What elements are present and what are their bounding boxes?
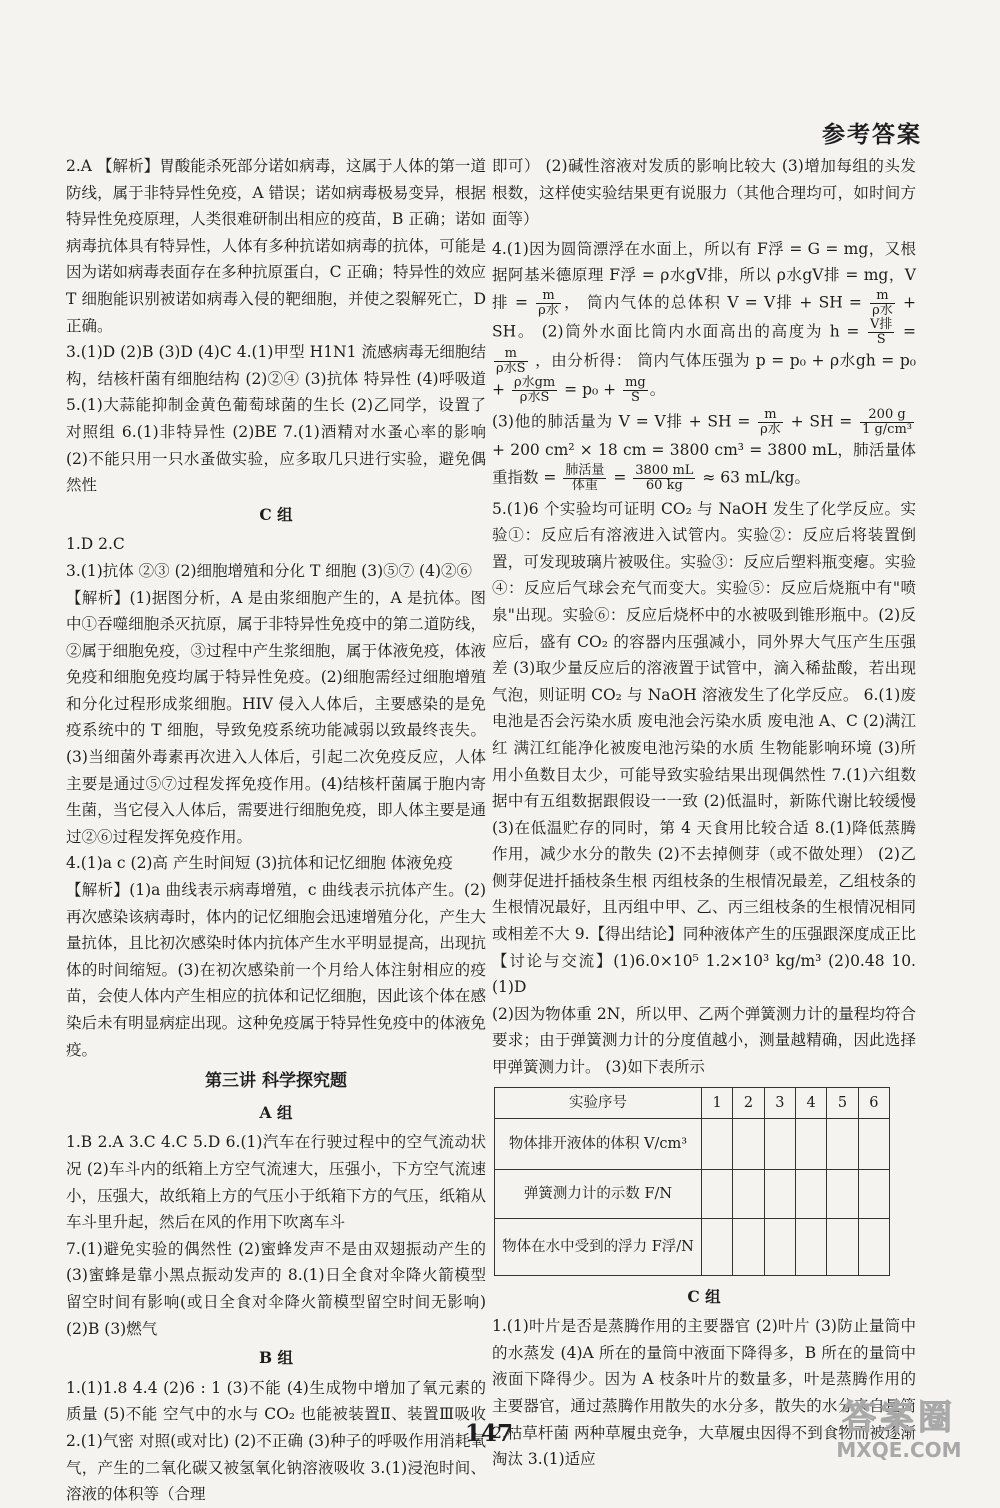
formula-text-b: 筒内气体的总体积 V = V排 + SH = [587,293,862,312]
table-cell [795,1118,826,1169]
table-cell [858,1118,889,1169]
table-cell [827,1218,858,1275]
right-paragraph-5: 1.(1)叶片是否是蒸腾作用的主要器官 (2)叶片 (3)防止量筒中的水蒸发 (4)A 所在的量筒中液面下降得多，B 所在的量筒中液面下降得少。因为 A 枝条叶片的数量多，叶是蒸腾作用的主要器官，通过蒸腾作用散失的水分多，散失的水分来自量筒 2.枯草杆菌 两种草履虫竞争，大草履虫因得不到食物而被逐渐淘汰 3.(1)适应 [492,1317,916,1469]
table-cell [733,1218,764,1275]
table-row-label: 物体在水中受到的浮力 F浮/N [495,1218,702,1275]
right-paragraph-4: (2)因为物体重 2N，所以甲、乙两个弹簧测力计的量程均符合要求；由于弹簧测力计的分度值越小，测量越精确，因此选择甲弹簧测力计。 (3)如下表所示 [492,1004,916,1077]
fraction-numerator: 肺活量 [565,462,605,478]
table-header-cell: 6 [858,1087,889,1118]
formula-text-c: + SH。 (2)筒外水面比筒内水面高出的高度为 h = [492,293,916,341]
fraction-numerator: ρ水gm [513,374,556,390]
formula-text-d: ，由分析得： [535,351,632,370]
fraction-4 [494,347,528,376]
fraction-numerator: V排 [869,316,893,332]
fraction-denominator: ρ水 [760,421,781,437]
table-row-label: 弹簧测力计的示数 F/N [495,1169,702,1218]
fraction-8 [860,408,914,437]
fraction-7 [758,408,783,437]
fraction-1 [536,289,561,318]
fraction-denominator: ρ水S [496,360,526,376]
table-header-cell: 3 [764,1087,795,1118]
right-paragraph-1: 即可） (2)碱性溶液对发质的影响比较大 (3)增加每组的头发根数，这样使实验结果更有说服力（其他合理均可，如时间方面等） [492,157,916,229]
left-paragraph-1: 2.A 【解析】胃酸能杀死部分诺如病毒，这属于人体的第一道防线，属于非特异性免疫，A 错误；诺如病毒极易变异，根据特异性免疫原理，人类很难研制出相应的疫苗，B 正确；诺如病毒抗体具有特异性，人体有多种抗诺如病毒的抗体，可能是因为诺如病毒表面存在多种抗原蛋白，C 正确；特异性的效应 T 细胞能识别被诺如病毒入侵的靶细胞，并使之裂解死亡，D 正确。 [66,157,486,335]
table-row [495,1169,890,1218]
fraction-numerator: m [870,289,895,304]
fraction-denominator: 1 g/cm³ [862,421,913,437]
formula-block: 4.(1)因为圆筒漂浮在水面上，所以有 F浮 = G = mg，又根据阿基米德原理 F浮 = ρ水gV排，所以 ρ水gV排 = mg，V排 = $\frac{m}{\text{ρ水}}$ ， 筒内气体的总体积 V = V排 + SH = $\frac{m}{\text{ρ水}}$ + SH。 (2)筒外水面比筒内水面高出的高度为 h = $\frac{\text{V排}}{S}$ = $\frac{m}{\text{ρ水S}}$ ，由分析得： 筒内气体压强为 p = p₀ + ρ水gh = p₀ + $\frac{\text{ρ水gm}}{\text{ρ水S}}$ = p₀ + $\frac{mg}{S}$ 。 [492,239,916,405]
table-cell [795,1218,826,1275]
table-cell [764,1218,795,1275]
fraction-denominator: S [876,331,886,347]
fraction-numerator: 3800 mL [635,462,694,478]
table-cell [764,1169,795,1218]
table-cell [702,1169,733,1218]
table-row [495,1218,890,1275]
fraction-denominator: ρ水 [538,302,559,318]
left-paragraph-8: 1.B 2.A 3.C 4.C 5.D 6.(1)汽车在行驶过程中的空气流动状况 (2)车斗内的纸箱上方空气流速大，压强小，下方空气流速小，压强大，故纸箱上方的气压小于纸箱下方的气压，纸箱从车斗里升起，然后在风的作用下吹离车斗 [66,1133,486,1232]
fraction-6 [623,376,648,405]
formula-text-e: 筒内气体压强为 p = p₀ + ρ水gh = p₀ + [492,351,916,399]
formula-text-g: (3)他的肺活量为 V = V排 + SH = [492,412,751,431]
fraction-3 [868,318,894,347]
fraction-numerator: 200 g [860,408,914,423]
left-paragraph-10: 1.(1)1.8 4.4 (2)6 : 1 (3)不能 (4)生成物中增加了氧元素的质量 (5)不能 空气中的水与 CO₂ 也能被装置Ⅱ、装置Ⅲ吸收 2.(1)气密 对照(或对比) (2)不正确 (3)种子的呼吸作用消耗氧气，产生的二氧化碳又被氢氧化钠溶液吸收 3.(1)浸泡时间、溶液的体积等（合理 [66,1378,486,1504]
formula-equals-a: = [903,322,916,341]
fraction-denominator: ρ水S [519,389,550,405]
table-cell [795,1169,826,1218]
table-header-cell: 2 [733,1087,764,1118]
formula-block-lung [492,408,916,493]
table-header-cell: 4 [795,1087,826,1118]
fraction-denominator: 体重 [571,477,598,493]
table-header-row [495,1087,890,1118]
right-paragraph-3: 5.(1)6 个实验均可证明 CO₂ 与 NaOH 发生了化学反应。实验①：反应后有溶液进入试管内。实验②：反应后将装置倒置，可发现玻璃片被吸住。实验③：反应后塑料瓶变瘪。实验④：反应后气球会充气而变大。实验⑤：反应后烧瓶中有"喷泉"出现。实验⑥：反应后烧杯中的水被吸到锥形瓶中。(2)反应后，盛有 CO₂ 的容器内压强减小，同外界大气压产生压强差 (3)取少量反应后的溶液置于试管中，滴入稀盐酸，若出现气泡，则证明 CO₂ 与 NaOH 溶液发生了化学反应。 6.(1)废电池是否会污染水质 废电池会污染水质 废电池 A、C (2)满江红 满江红能净化被废电池污染的水质 生物能影响环境 (3)所用小鱼数目太少，可能导致实验结果出现偶然性 7.(1)六组数据中有五组数据跟假设一一致 (2)低温时，新陈代谢比较缓慢 (3)在低温贮存的同时，第 4 天食用比较合适 8.(1)降低蒸腾作用，减少水分的散失 (2)不去掉侧芽（或不做处理） (2)乙 侧芽促进扦插枝条生根 丙组枝条的生根情况最差，乙组枝条的生根情况最好，且丙组中甲、乙、丙三组枝条的生根情况相同或相差不大 9.【得出结论】同种液体产生的压强跟深度成正比 【讨论与交流】(1)6.0×10⁵ 1.2×10³ kg/m³ (2)0.48 10.(1)D [492,499,916,997]
left-paragraph-9: 7.(1)避免实验的偶然性 (2)蜜蜂发声不是由双翅振动产生的 (3)蜜蜂是靠小黑点振动发声的 8.(1)日全食对伞降火箭模型留空时间有影响(或日全食对伞降火箭模型留空时间无影响) (2)B (3)燃气 [66,1239,486,1338]
group-heading-b: B 组 [259,1348,293,1368]
formula-equals-b: = [613,468,627,487]
table-cell [827,1169,858,1218]
section-heading: 第三讲 科学探究题 [205,1071,347,1092]
table-cell [702,1118,733,1169]
left-paragraph-4: 3.(1)抗体 ②③ (2)细胞增殖和分化 T 细胞 (3)⑤⑦ (4)②⑥ [66,561,473,580]
formula-text-i: + 200 cm² × 18 cm = 3800 cm³ = 3800 mL，肺活量体重指数 = [492,440,916,487]
table-row [495,1118,890,1169]
table-cell [733,1169,764,1218]
fraction-2 [870,289,895,318]
formula-text-h: + SH = [790,412,853,431]
experiment-table [494,1087,890,1276]
formula-text-f: = p₀ + [564,380,617,399]
table-cell [733,1118,764,1169]
table-header-cell: 5 [827,1087,858,1118]
group-heading-a: A 组 [259,1102,293,1122]
table-header-label: 实验序号 [495,1087,702,1118]
watermark-logo [820,1398,978,1474]
fraction-numerator: m [494,347,528,362]
table-cell [827,1118,858,1169]
left-paragraph-2: 3.(1)D (2)B (3)D (4)C 4.(1)甲型 H1N1 流感病毒无细胞结构，结核杆菌有细胞结构 (2)②④ (3)抗体 特异性 (4)呼吸道 5.(1)大蒜能抑制金黄色葡萄球菌的生长 (2)乙同学，设置了对照组 6.(1)非特异性 (2)BE 7.(1)酒精对水蚤心率的影响 (2)不能只用一只水蚤做实验，应多取几只进行实验，避免偶然性 [66,343,486,495]
formula-text-a: 4.(1)因为圆筒漂浮在水面上，所以有 F浮 = G = mg，又根据阿基米德原理 F浮 = ρ水gV排，所以 ρ水gV排 = mg，V排 = [492,239,916,312]
fraction-numerator: m [758,408,783,423]
watermark-top-text: 答案圈 [842,1398,956,1438]
left-paragraph-5: 【解析】(1)据图分析，A 是由浆细胞产生的，A 是抗体。图中①吞噬细胞杀灭抗原，属于非特异性免疫中的第二道防线，②属于细胞免疫，③过程中产生浆细胞，属于体液免疫，体液免疫和细胞免疫均属于特异性免疫。(2)细胞需经过细胞增殖和分化过程形成浆细胞。HIV 侵入人体后，主要感染的是免疫系统中的 T 细胞，导致免疫系统功能减弱以致最终丧失。(3)当细菌外毒素再次进入人体后，引起二次免疫反应，人体主要是通过⑤⑦过程发挥免疫作用。(4)结核杆菌属于胞内寄生菌，当它侵入人体后，需要进行细胞免疫，即人体主要是通过②⑥过程发挥免疫作用。 [66,588,486,846]
fraction-denominator: S [630,389,640,405]
fraction-denominator: 60 kg [645,477,683,493]
left-paragraph-7: 【解析】(1)a 曲线表示病毒增殖，c 曲线表示抗体产生。(2)再次感染该病毒时，体内的记忆细胞会迅速增殖分化，产生大量抗体，且比初次感染时体内抗体产生水平明显提高，出现抗体的时间缩短。(3)在初次感染前一个月给人体注射相应的疫苗，会使人体内产生相应的抗体和记忆细胞，因此该个体在感染后未有明显病症出现。这种免疫属于特异性免疫中的体液免疫。 [66,881,486,1059]
watermark-bottom-text: MXQE.COM [836,1438,962,1462]
table-cell [858,1169,889,1218]
fraction-numerator: mg [625,374,646,390]
formula-text-j: ≈ 63 mL/kg。 [702,468,810,487]
group-heading-c-right: C 组 [687,1286,721,1306]
right-column [492,153,916,1473]
fraction-5 [512,376,557,405]
table-header-cell: 1 [702,1087,733,1118]
left-paragraph-3: 1.D 2.C [66,535,125,554]
page-header-title: 参考答案 [822,121,922,148]
page-number: 147 [465,1420,514,1447]
table-cell [764,1118,795,1169]
fraction-10 [633,464,695,493]
left-column [66,153,486,1508]
table-cell [702,1218,733,1275]
fraction-denominator: ρ水 [872,302,893,318]
fraction-numerator: m [536,289,561,304]
group-heading-c: C 组 [259,504,293,524]
table-row-label: 物体排开液体的体积 V/cm³ [495,1118,702,1169]
fraction-9 [563,464,606,493]
table-cell [858,1218,889,1275]
left-paragraph-6: 4.(1)a c (2)高 产生时间短 (3)抗体和记忆细胞 体液免疫 [66,854,453,873]
